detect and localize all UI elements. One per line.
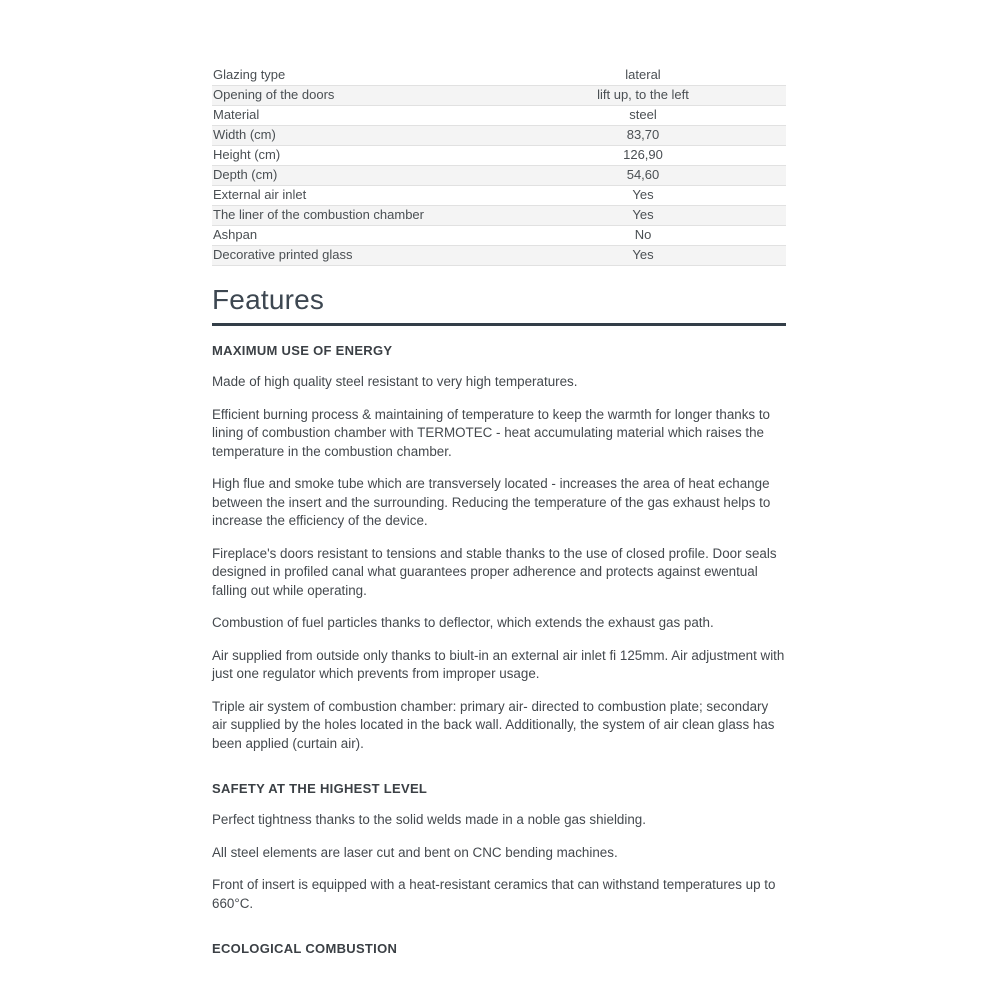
spec-row-value: steel [629, 107, 657, 122]
feature-paragraph: Combustion of fuel particles thanks to deflector, which extends the exhaust gas path. [212, 615, 714, 630]
section-heading: ECOLOGICAL COMBUSTION [212, 941, 398, 956]
table-row [212, 106, 786, 126]
spec-row-value: Yes [632, 207, 654, 222]
spec-row-value: 83,70 [626, 127, 660, 142]
spec-row-label: Height (cm) [213, 147, 281, 162]
spec-row-label: Decorative printed glass [213, 247, 353, 262]
spec-row-value: 126,90 [623, 147, 663, 162]
section-paragraphs [212, 373, 786, 753]
spec-row-label: Ashpan [213, 227, 258, 242]
feature-paragraph: Air supplied from outside only thanks to biult-in an external air inlet fi 125mm. Air adjustment with just one regulator which prevents from improper usage. [212, 647, 785, 681]
feature-paragraph: Efficient burning process & maintaining of temperature to keep the warmth for longer thanks to lining of combustion chamber with TERMOTEC - heat accumulating material which raises the temperature in the combustion chamber. [212, 406, 770, 459]
feature-section [212, 781, 786, 913]
feature-paragraph: Triple air system of combustion chamber: primary air- directed to combustion plate; secondary air supplied by the holes located in the back wall. Additionally, the system of air clean glass has been applied (curtain air). [212, 698, 775, 751]
spec-row-label: Width (cm) [213, 127, 276, 142]
spec-row-value: lateral [625, 67, 661, 82]
section-paragraphs [212, 811, 786, 913]
table-row [212, 226, 786, 246]
spec-table [212, 66, 786, 266]
spec-row-value: 54,60 [626, 167, 660, 182]
spec-row-label: Opening of the doors [213, 87, 335, 102]
features-title-rule [212, 323, 786, 326]
spec-table-body [212, 66, 786, 266]
table-row [212, 186, 786, 206]
feature-paragraph: Perfect tightness thanks to the solid welds made in a noble gas shielding. [212, 812, 646, 827]
feature-section [212, 343, 786, 753]
features-title: Features [212, 284, 325, 315]
table-row [212, 206, 786, 226]
spec-row-label: Material [213, 107, 260, 122]
features-sections [212, 343, 786, 957]
feature-paragraph: Made of high quality steel resistant to very high temperatures. [212, 374, 578, 389]
table-row [212, 126, 786, 146]
product-details-content [212, 66, 786, 957]
feature-section [212, 941, 786, 957]
spec-row-label: The liner of the combustion chamber [213, 207, 424, 222]
section-heading: SAFETY AT THE HIGHEST LEVEL [212, 781, 428, 796]
feature-paragraph: High flue and smoke tube which are transversely located - increases the area of heat echange between the insert and the surrounding. Reducing the temperature of the gas exhaust helps to increase the efficiency of the device. [212, 476, 771, 528]
table-row [212, 146, 786, 166]
spec-row-label: Depth (cm) [213, 167, 278, 182]
table-row [212, 166, 786, 186]
feature-paragraph: Front of insert is equipped with a heat-resistant ceramics that can withstand temperatures up to 660°C. [212, 877, 776, 911]
spec-row-value: lift up, to the left [597, 87, 689, 102]
feature-paragraph: Fireplace's doors resistant to tensions and stable thanks to the use of closed profile. Door seals designed in profiled canal what guarantees proper adherence and protects against ewentual falling out while operating. [212, 545, 777, 598]
spec-row-label: External air inlet [213, 187, 307, 202]
feature-paragraph: All steel elements are laser cut and bent on CNC bending machines. [212, 844, 618, 860]
spec-row-value: Yes [632, 247, 654, 262]
table-row [212, 86, 786, 106]
spec-row-value: Yes [632, 187, 654, 202]
table-row [212, 66, 786, 86]
spec-row-label: Glazing type [213, 67, 286, 82]
table-row [212, 246, 786, 266]
spec-row-value: No [634, 227, 652, 242]
section-heading: MAXIMUM USE OF ENERGY [212, 343, 393, 358]
